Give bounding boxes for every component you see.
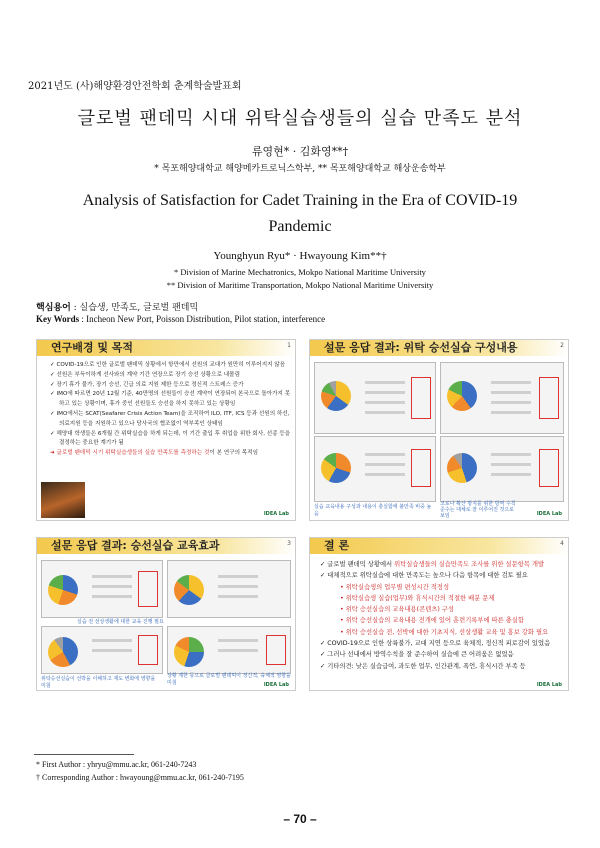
table-line xyxy=(218,575,258,578)
survey-chart-screenshot xyxy=(440,362,564,434)
footnote-divider xyxy=(34,754,134,755)
footnote-corresponding-author: † Corresponding Author : hwayoung@mmu.ac.kr, 061-240-7195 xyxy=(36,773,244,782)
korean-authors: 류영현* · 김화영**† xyxy=(251,145,349,158)
slide-number: 1 xyxy=(287,342,291,349)
english-title: Analysis of Satisfaction for Cadet Training in the Era of COVID-19 Pandemic xyxy=(82,192,518,235)
bullet-item: ✓ 해양대 학생들은 6개월 간 위탁실습을 하게 되는데, 이 기간 출입 후 취업을 위한 회사, 선종 등을 결정하는 중요한 계기가 됨 xyxy=(50,430,291,447)
survey-chart-screenshot xyxy=(41,560,163,618)
slide-number: 4 xyxy=(560,540,564,547)
highlight-box xyxy=(411,377,431,419)
survey-chart-screenshot xyxy=(440,436,564,502)
keywords-korean-text: : 실습생, 만족도, 글로벌 팬데믹 xyxy=(70,303,199,313)
caption-right: 상황 제한 등으로 글로벌 팬데믹이 정신적, 육체적 영향을 미침 xyxy=(167,673,291,686)
idea-lab-logo: IDEA Lab xyxy=(536,682,562,688)
keywords-korean xyxy=(36,300,198,313)
conclusion-subitem: • 위탁 승선실습의 교육내용(콘텐츠) 구성 xyxy=(340,606,454,614)
survey-chart-screenshot xyxy=(167,626,291,674)
pie-chart xyxy=(174,575,204,605)
footnote-first-author: * First Author : yhryu@mmu.ac.kr, 061-240-7243 xyxy=(36,760,197,769)
bullet-item: ✓ 장기 휴가 불가, 장기 승선, 긴급 의료 지원 제한 등으로 정신적 스트레스 증가 xyxy=(50,381,244,388)
panel-conclusion xyxy=(309,537,569,691)
keywords-english-text: : Incheon New Port, Poisson Distribution, Pilot station, interference xyxy=(79,314,326,324)
conclusion-item: ✓ 기타의견: 낮은 실습급여, 과도한 업무, 인간관계, 폭언, 휴식시간 부족 등 xyxy=(320,662,526,670)
panel-title: 연구배경 및 목적 xyxy=(37,340,295,356)
page-number: – 70 – xyxy=(283,812,317,826)
survey-chart-screenshot xyxy=(41,626,163,674)
table-line xyxy=(92,575,132,578)
table-line xyxy=(491,401,531,404)
pie-chart xyxy=(321,381,351,411)
table-line xyxy=(491,381,531,384)
table-line xyxy=(491,411,531,414)
table-line xyxy=(365,401,405,404)
bullet-item: ✓ COVID-19으로 인한 글로벌 팬데믹 상황에서 항만에서 선원의 교대가 원만히 이루어지지 않음 xyxy=(50,362,286,368)
idea-lab-logo: IDEA Lab xyxy=(263,682,289,688)
purpose-bullet: ➜ 글로벌 팬데믹 시기 위탁실습생들의 실습 만족도를 측정하는 것이 본 연구의 목적임 xyxy=(50,450,258,457)
caption-right: 코로나 확산 방지를 위한 방역 수칙 준수는 대체로 잘 이루어진 것으로 보임 xyxy=(440,501,516,519)
survey-chart-screenshot xyxy=(314,362,436,434)
highlight-box xyxy=(266,635,286,665)
caption-left: 위탁승선실습이 선박을 이해하고 재도 변화에 영향을 미침 xyxy=(41,676,156,689)
slide-number: 2 xyxy=(560,342,564,349)
table-line xyxy=(365,381,405,384)
idea-lab-logo: IDEA Lab xyxy=(536,511,562,517)
highlight-box xyxy=(138,571,158,607)
english-authors: Younghyun Ryu* · Hwayoung Kim**† xyxy=(213,250,387,262)
panel-survey-composition xyxy=(309,339,569,521)
highlight-box xyxy=(539,449,559,487)
conclusion-item: ✓ 글로벌 팬데믹 상황에서 위탁실습생들의 실습만족도 조사를 위한 설문항목 개발 xyxy=(320,561,545,568)
survey-chart-screenshot xyxy=(314,436,436,502)
panel-title: 설문 응답 결과: 승선실습 교육효과 xyxy=(37,538,295,554)
conclusion-item: ✓ 그러나 선내에서 방역수칙을 잘 준수하여 실습에 큰 어려움은 없었음 xyxy=(320,651,514,659)
table-line xyxy=(218,649,258,652)
keywords-korean-label: 핵심용어 xyxy=(36,303,71,313)
table-line xyxy=(365,411,405,414)
keywords-english-label: Key Words xyxy=(36,314,80,324)
korean-affiliation: * 목포해양대학교 해양메카트로닉스학부, ** 목포해양대학교 해상운송학부 xyxy=(154,164,446,174)
ship-photo xyxy=(41,482,85,518)
table-line xyxy=(92,585,132,588)
keywords-english xyxy=(36,314,325,324)
pie-chart xyxy=(174,637,204,667)
table-line xyxy=(491,473,531,476)
english-affiliation-1: * Division of Marine Mechatronics, Mokpo National Maritime University xyxy=(174,267,426,277)
conclusion-list xyxy=(310,559,568,672)
table-line xyxy=(92,595,132,598)
table-line xyxy=(491,391,531,394)
bullet-item: ✓ IMO에서는 SCAT(Seafarer Crisis Action Team)을 조직하여 ILO, ITF, ICS 등과 선원의 하선, 의료지원 등을 지원하고 있으나 당사국의 협조없이 역부족인 상태임 xyxy=(50,410,290,427)
conclusion-item: ✓ 대체적으로 위탁실습에 대한 만족도는 높으나 다음 항목에 대한 검토 필요 xyxy=(320,572,528,580)
pie-chart xyxy=(48,575,78,605)
korean-title: 글로벌 팬데믹 시대 위탁실습생들의 실습 만족도 분석 xyxy=(77,108,523,129)
table-line xyxy=(92,639,132,642)
table-line xyxy=(218,585,258,588)
conclusion-subitem: • 위탁실습생의 업무별 편성시간 적정성 xyxy=(340,583,450,591)
table-line xyxy=(365,391,405,394)
table-line xyxy=(218,595,258,598)
pie-chart xyxy=(321,453,351,483)
conclusion-item: ✓ COVID-19으로 인한 상륙불가, 교대 지연 등으로 육체적, 정신적 피로감이 있었음 xyxy=(320,640,551,648)
pie-chart xyxy=(447,381,477,411)
conclusion-subitem: • 위탁실습생 실습(업무)와 휴식시간의 적절한 배분 문제 xyxy=(340,594,495,602)
table-line xyxy=(92,649,132,652)
background-bullets xyxy=(37,361,295,459)
conclusion-subitem: • 위탁 승선실습의 교육내용 전개에 있어 훈련기록부에 따른 충실함 xyxy=(340,617,524,625)
pie-chart xyxy=(48,637,78,667)
panel-training-effect xyxy=(36,537,296,691)
slide-number: 3 xyxy=(287,540,291,547)
table-line xyxy=(365,463,405,466)
english-affiliation-2: ** Division of Maritime Transportation, Mokpo National Maritime University xyxy=(166,280,434,290)
idea-lab-logo: IDEA Lab xyxy=(263,511,289,517)
bullet-item: ✓ IMO에 따르면 20년 12월 기준, 40만명의 선원들이 승선 계약이 연장되어 본국으로 돌아가지 못하고 있는 상황이며, 휴가 중인 선원들도 승선을 하지 못하고 있는 상황임 xyxy=(50,391,291,408)
highlight-box xyxy=(539,377,559,419)
table-line xyxy=(365,473,405,476)
panel-title: 설문 응답 결과: 위탁 승선실습 구성내용 xyxy=(310,340,568,356)
caption-top: 실습 전 선상생활에 대한 교육 진행 필요 xyxy=(77,619,164,625)
conclusion-subitem: • 위탁 승선실습 전, 선박에 대한 기초지식, 선상생활 교육 및 홍보 강화 필요 xyxy=(340,628,549,636)
panel-research-background xyxy=(36,339,296,521)
highlight-box xyxy=(411,449,431,487)
table-line xyxy=(491,463,531,466)
conference-line: 2021년도 (사)해양환경안전학회 춘계학술발표회 xyxy=(28,81,242,92)
highlight-box xyxy=(138,635,158,665)
table-line xyxy=(491,453,531,456)
bullet-item: ✓ 선원은 부득이하게 선사와의 계약 기간 연장으로 장기 승선 상황으로 내몰림 xyxy=(50,371,240,378)
survey-chart-screenshot xyxy=(167,560,291,618)
panel-title: 결 론 xyxy=(310,538,568,554)
caption-left: 실습 교육내용 구성과 내용이 충실함에 불만족 비중 높음 xyxy=(314,504,432,517)
table-line xyxy=(218,639,258,642)
pie-chart xyxy=(447,453,477,483)
table-line xyxy=(365,453,405,456)
